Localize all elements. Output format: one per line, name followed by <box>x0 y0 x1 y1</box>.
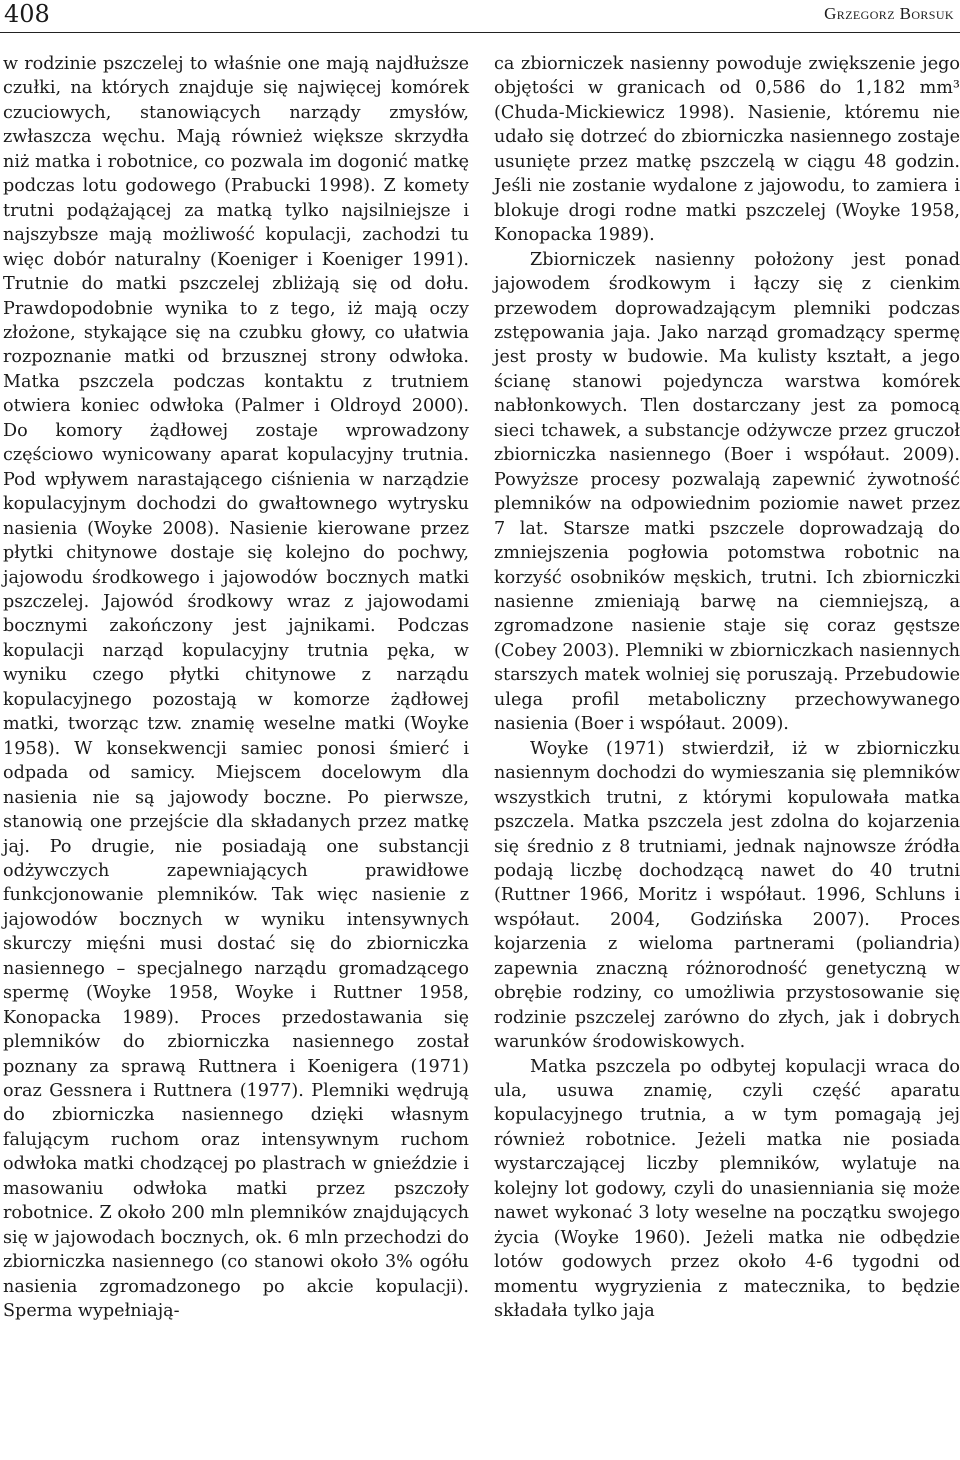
paragraph: w rodzinie pszczelej to właśnie one mają najdłuższe czułki, na których znajduje się najwięcej komórek czuciowych, stanowiących narządy zmysłów, zwłaszcza węchu. Mają również większe skrzydła niż matka i robotnice, co pozwala im dogonić matkę podczas lotu godowego (Prabucki 1998). Z komety trutni podążającej za matką tylko najsilniejsze i najszybsze mają możliwość kopulacji, zachodzi tu więc dobór naturalny (Koeniger i Koeniger 1991). Trutnie do matki pszczelej zbliżają się od dołu. Prawdopodobnie wynika to z tego, iż mają oczy złożone, stykające się na czubku głowy, co ułatwia rozpoznanie matki od brzusznej strony odwłoka. Matka pszczela podczas kontaktu z trutniem otwiera koniec odwłoka (Palmer i Oldroyd 2000). Do komory żądłowej zostaje wprowadzony częściowo wynicowany aparat kopulacyjny trutnia. Pod wpływem narastającego ciśnienia w narządzie kopulacyjnym dochodzi do gwałtownego wytrysku nasienia (Woyke 2008). Nasienie kierowane przez płytki chitynowe dostaje się kolejno do pochwy, jajowodu środkowego i jajowodów bocznych matki pszczelej. Jajowód środkowy wraz z jajowodami bocznymi zakończony jest jajnikami. Podczas kopulacji narząd kopulacyjny trutnia pęka, w wyniku czego płytki chitynowe z narządu kopulacyjnego pozostają w komorze żądłowej matki, tworząc tzw. znamię weselne matki (Woyke 1958). W konsekwencji samiec ponosi śmierć i odpada od samicy. Miejscem docelowym dla nasienia nie są jajowody boczne. Po pierwsze, stanowią one przejście dla składanych przez matkę jaj. Po drugie, nie posiadają one substancji odżywczych zapewniających prawidłowe funkcjonowanie plemników. Tak więc nasienie z jajowodów bocznych w wyniku intensywnych skurczy mięśni musi dostać się do zbiorniczka nasiennego – specjalnego narządu gromadzącego spermę (Woyke 1958, Woyke i Ruttner 1958, Konopacka 1989). Proces przedostawania się plemników do zbiorniczka nasiennego został poznany za sprawą Ruttnera i Koenigera (1971) oraz Gessnera i Ruttnera (1977). Plemniki wędrują do zbiorniczka nasiennego dzięki własnym falującym ruchom oraz intensywnym ruchom odwłoka matki chodzącej po plastrach w gnieździe i masowaniu odwłoka matki przez pszczoły robotnice. Z około 200 mln plemników znajdujących się w jajowodach bocznych, ok. 6 mln przechodzi do zbiorniczka nasiennego (co stanowi około 3% ogółu nasienia zgromadzonego po akcie kopulacji). Sperma wypełniają- <box>3 54 469 1322</box>
page-header <box>0 0 960 36</box>
paragraph: Woyke (1971) stwierdził, iż w zbiorniczku nasiennym dochodzi do wymieszania się plemników wszystkich trutni, z którymi kopulowała matka pszczela. Matka pszczela jest zdolna do kojarzenia się średnio z 8 trutniami, jednak najnowsze źródła podają liczbę dochodzącą nawet do 40 trutni (Ruttner 1966, Moritz i współaut. 1996, Schluns i współaut. 2004, Godzińska 2007). Proces kojarzenia z wieloma partnerami (poliandria) zapewnia znaczną różnorodność genetyczną w obrębie rodziny, co umożliwia przystosowanie się rodzinie pszczelej zarówno do złych, jak i dobrych warunków środowiskowych. <box>494 738 960 1053</box>
page-number: 408 <box>4 0 50 28</box>
paragraph: Matka pszczela po odbytej kopulacji wraca do ula, usuwa znamię, czyli część aparatu kopulacyjnego trutnia, a w tym pomagają jej również robotnice. Jeżeli matka nie posiada wystarczającej liczby plemników, wylatuje na kolejny lot godowy, czyli do unasienniania się może nawet wykonać 3 loty weselne na początku swojego życia (Woyke 1960). Jeżeli matka nie odbędzie lotów godowych przez około 4-6 tygodni od momentu wygryzienia z matecznika, to będzie składała tylko jaja <box>494 1056 960 1322</box>
header-rule <box>0 32 960 33</box>
right-column <box>494 52 960 1324</box>
paragraph: ca zbiorniczek nasienny powoduje zwiększenie jego objętości w granicach od 0,586 do 1,182 mm³ (Chuda-Mickiewicz 1998). Nasienie, któremu nie udało się dotrzeć do zbiorniczka nasiennego zostaje usunięte przez matkę pszczelą w ciągu 48 godzin. Jeśli nie zostanie wydalone z jajowodu, to zamiera i blokuje drogi rodne matki pszczelej (Woyke 1958, Konopacka 1989). <box>494 54 960 246</box>
left-column <box>3 52 469 1324</box>
paragraph: Zbiorniczek nasienny położony jest ponad jajowodem środkowym i łączy się z cienkim przewodem doprowadzającym plemniki podczas zstępowania jaja. Jako narząd gromadzący spermę jest prosty w budowie. Ma kulisty kształt, a jego ścianę stanowi pojedyncza warstwa komórek nabłonkowych. Tlen dostarczany jest za pomocą sieci tchawek, a substancje odżywcze przez gruczoł zbiorniczka nasiennego (Boer i współaut. 2009). Powyższe procesy pozwalają zapewnić żywotność plemników na odpowiednim poziomie nawet przez 7 lat. Starsze matki pszczele doprowadzają do zmniejszenia pogłowia potomstwa robotnic na korzyść osobników męskich, trutni. Ich zbiorniczki nasienne zmieniają barwę na ciemniejszą, a zgromadzone nasienie staje się coraz gęstsze (Cobey 2003). Plemniki w zbiorniczkach nasiennych starszych matek wolniej się poruszają. Przebudowie ulega profil metaboliczny przechowywanego nasienia (Boer i współaut. 2009). <box>494 249 960 735</box>
running-head: Grzegorz Borsuk <box>824 4 954 23</box>
